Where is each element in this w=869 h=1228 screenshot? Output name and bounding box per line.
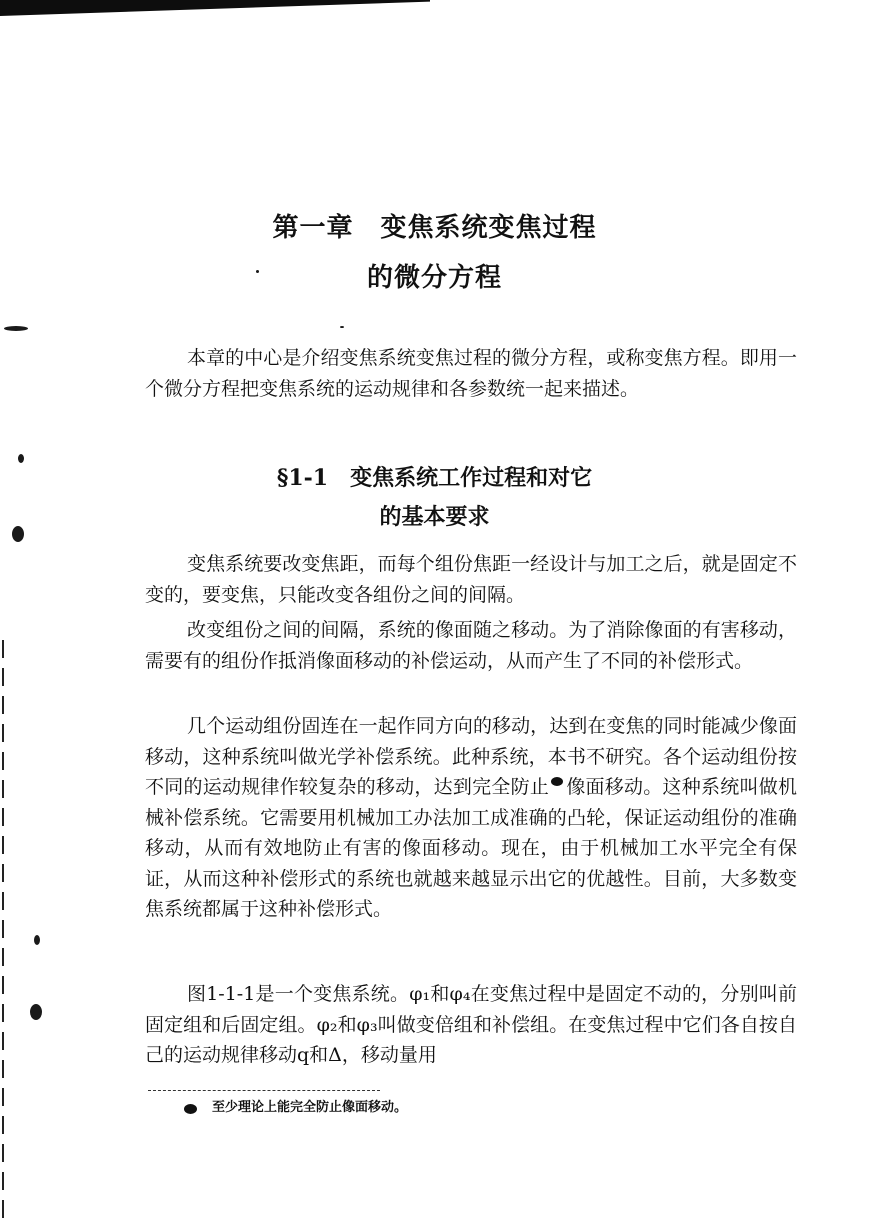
scan-margin-line (2, 640, 4, 1228)
scan-speck (30, 1004, 42, 1020)
scan-speck (18, 454, 24, 463)
body-paragraph-2: 改变组份之间的间隔，系统的像面随之移动。为了消除像面的有害移动，需要有的组份作抵消像面移动的补偿运动，从而产生了不同的补偿形式。 (145, 619, 797, 672)
scan-speck (340, 326, 344, 328)
intro-paragraph: 本章的中心是介绍变焦系统变焦过程的微分方程，或称变焦方程。即用一个微分方程把变焦系统的运动规律和各参数统一起来描述。 (145, 347, 797, 400)
footnote-marker-icon (184, 1104, 197, 1114)
scan-speck (4, 326, 28, 331)
chapter-title-line-1: 第一章 变焦系统变焦过程 (272, 213, 597, 243)
body-paragraph-3-part-2: 像面移动。这种系统叫做机械补偿系统。它需要用机械加工办法加工成准确的凸轮，保证运动组份的准确移动，从而有效地防止有害的像面移动。现在，由于机械加工水平完全有保证，从而这种补偿形式的系统也就越来越显示出它的优越性。目前，大多数变焦系统都属于这种补偿形式。 (145, 776, 797, 920)
section-title-line-2: 的基本要求 (379, 504, 490, 530)
body-paragraph-1: 变焦系统要改变焦距，而每个组份焦距一经设计与加工之后，就是固定不变的，要变焦，只能改变各组份之间的间隔。 (145, 553, 797, 606)
section-title-line-1: §1-1 变焦系统工作过程和对它 (276, 465, 593, 491)
scan-speck (12, 526, 24, 542)
body-paragraph-3-part-1: 几个运动组份固连在一起作同方向的移动，达到在变焦的同时能减少像面移动，这种系统叫做光学补偿系统。此种系统，本书不研究。各个运动组份按不同的运动规律作较复杂的移动，达到完全防止 (145, 715, 797, 798)
scan-edge-shadow (0, 0, 430, 16)
footnote-text: 至少理论上能完全防止像面移动。 (212, 1100, 408, 1115)
scan-speck (34, 935, 40, 945)
chapter-title-line-2: 的微分方程 (366, 263, 502, 293)
footnote-divider (148, 1090, 380, 1092)
body-paragraph-3 (145, 711, 797, 925)
footnote-marker-icon (551, 777, 563, 786)
body-paragraph-4: 图1-1-1是一个变焦系统。φ₁和φ₄在变焦过程中是固定不动的，分别叫前固定组和后固定组。φ₂和φ₃叫做变倍组和补偿组。在变焦过程中它们各自按自己的运动规律移动q和Δ，移动量用 (145, 983, 797, 1066)
